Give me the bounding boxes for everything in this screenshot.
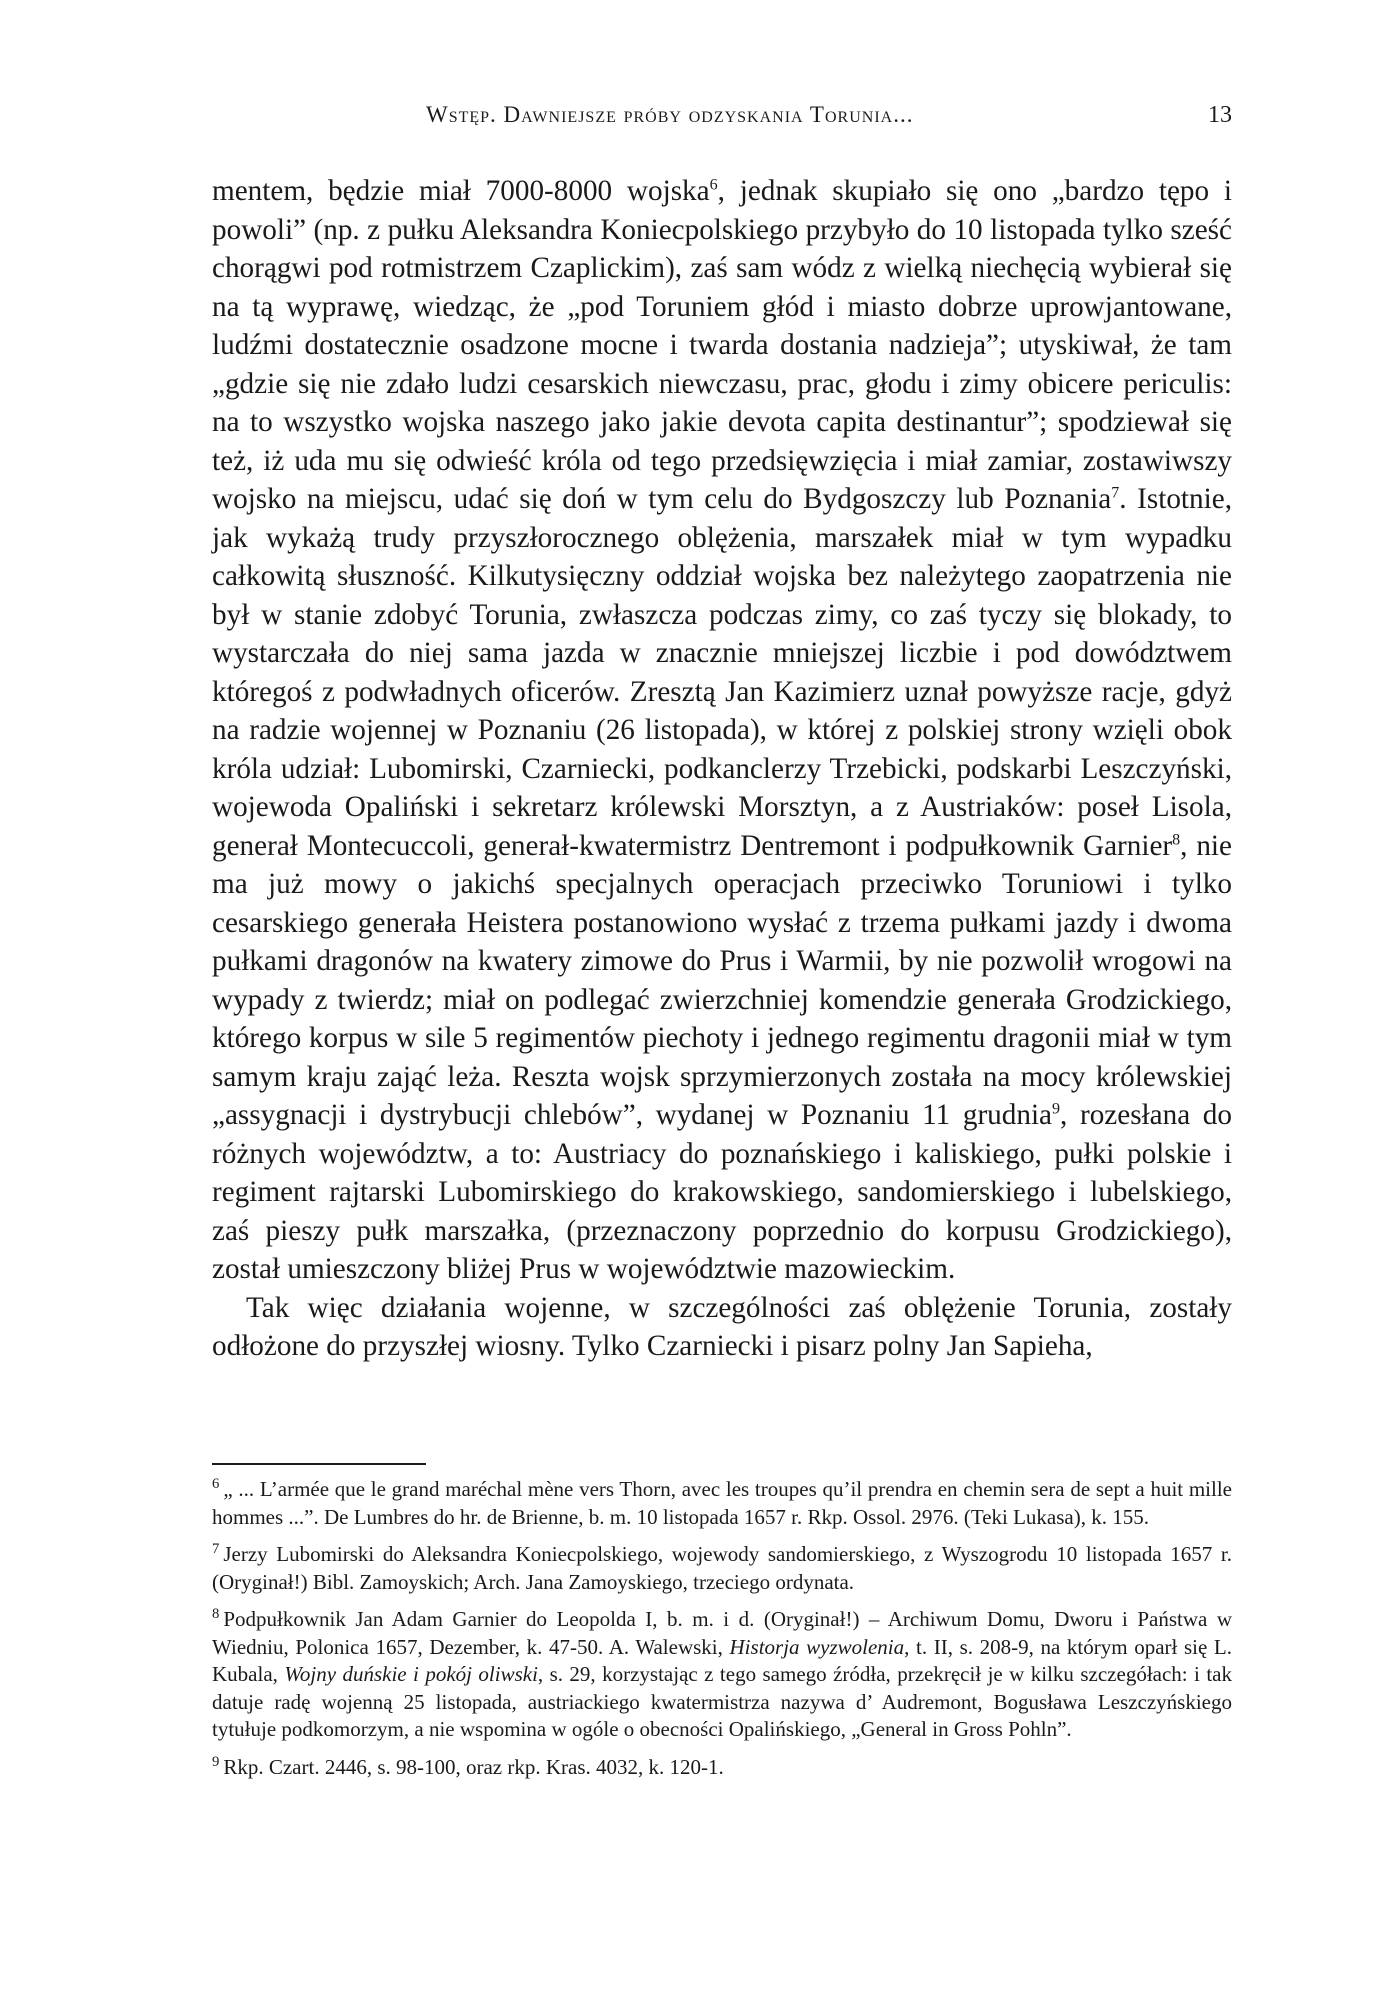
paragraph-1-part-5: , rozesłana do różnych województw, a to: Austriacy do poznańskiego i kaliskiego, pułki polskie i regiment rajtarski Lubomirskiego do krakowskiego, sandomierskiego i lubelskiego, zaś pieszy pułk marszałka, (przeznaczony poprzednio do korpusu Grodzickiego), został umieszczony bliżej Prus w województwie mazowieckim. xyxy=(212,1099,1232,1285)
footnote-9 xyxy=(212,1754,1232,1782)
footnote-mark: 7 xyxy=(212,1541,220,1557)
footnotes xyxy=(212,1476,1232,1791)
footnote-text-part-2: , t. II, s. 208-9, na którym oparł się L. Kubala, xyxy=(212,1634,1232,1686)
paragraph-2: Tak więc działania wojenne, w szczególności zaś oblężenie Torunia, zostały odłożone do przyszłej wiosny. Tylko Czarniecki i pisarz polny Jan Sapieha, xyxy=(212,1291,1232,1362)
footnote-divider xyxy=(212,1463,426,1465)
footnote-ref-8[interactable]: 8 xyxy=(1172,830,1181,848)
footnote-6 xyxy=(212,1476,1232,1531)
footnote-ref-9[interactable]: 9 xyxy=(1052,1100,1061,1118)
paragraph-1-part-1: mentem, będzie miał 7000-8000 wojska xyxy=(212,175,710,207)
footnote-7 xyxy=(212,1541,1232,1596)
footnote-mark: 8 xyxy=(212,1606,220,1622)
running-head-title: Wstęp. Dawniejsze próby odzyskania Torunia... xyxy=(426,102,914,127)
page-number: 13 xyxy=(1208,102,1232,128)
footnote-citation-title: Historja wyzwolenia xyxy=(729,1634,905,1659)
footnote-mark: 9 xyxy=(212,1753,220,1770)
paragraph-1 xyxy=(212,172,1232,1289)
paragraph-1-part-4: , nie ma już mowy o jakichś specjalnych operacjach przeciwko Toruniowi i tylko cesarskiego generała Heistera postanowiono wysłać z trzema pułkami jazdy i dwoma pułkami dragonów na kwatery zimowe do Prus i Warmii, by nie pozwolił wrogowi na wypady z twierdz; miał on podlegać zwierzchniej komendzie generała Grodzickiego, którego korpus w sile 5 regimentów piechoty i jednego regimentu dragonii miał w tym samym kraju zająć leża. Reszta wojsk sprzymierzonych została na mocy królewskiej „assygnacji i dystrybucji chlebów”, wydanej w Poznaniu 11 grudnia xyxy=(212,829,1232,1131)
footnote-text: Rkp. Czart. 2446, s. 98-100, oraz rkp. Kras. 4032, k. 120-1. xyxy=(223,1754,724,1779)
footnote-text-part-3: , s. 29, korzystając z tego samego źródła, przekręcił je w kilku szczegółach: i tak datuje radę wojenną 25 listopada, austriackiego kwatermistrza nazywa d’ Audremont, Bogusława Leszczyńskiego tytułuje podkomorzym, a nie wspomina w ogóle o obecności Opalińskiego, „General in Gross Pohln”. xyxy=(212,1662,1232,1741)
footnote-text-part-1: Podpułkownik Jan Adam Garnier do Leopolda I, b. m. i d. (Oryginał!) – Archiwum Domu, Dworu i Państwa w Wiedniu, Polonica 1657, Dezember, k. 47-50. A. Walewski, xyxy=(212,1607,1232,1659)
footnote-ref-7[interactable]: 7 xyxy=(1111,484,1120,502)
footnote-text: Jerzy Lubomirski do Aleksandra Koniecpolskiego, wojewody sandomierskiego, z Wyszogrodu 10 listopada 1657 r. (Oryginał!) Bibl. Zamoyskich; Arch. Jana Zamoyskiego, trzeciego ordynata. xyxy=(212,1542,1232,1594)
footnote-ref-6[interactable]: 6 xyxy=(709,176,718,194)
footnote-mark: 6 xyxy=(212,1476,220,1492)
paragraph-1-part-3: . Istotnie, jak wykażą trudy przyszłorocznego oblężenia, marszałek miał w tym wypadku całkowitą słuszność. Kilkutysięczny oddział wojska bez należytego zaopatrzenia nie był w stanie zdobyć Torunia, zwłaszcza podczas zimy, co zaś tyczy się blokady, to wystarczała do niej sama jazda w znacznie mniejszej liczbie i pod dowództwem któregoś z podwładnych oficerów. Zresztą Jan Kazimierz uznał powyższe racje, gdyż na radzie wojennej w Poznaniu (26 listopada), w której z polskiej strony wzięli obok króla udział: Lubomirski, Czarniecki, podkanclerzy Trzebicki, podskarbi Leszczyński, wojewoda Opaliński i sekretarz królewski Morsztyn, a z Austriaków: poseł Lisola, generał Montecuccoli, generał-kwatermistrz Dentremont i podpułkownik Garnier xyxy=(212,483,1232,862)
paragraph-1-part-2: , jednak skupiało się ono „bardzo tępo i powoli” (np. z pułku Aleksandra Koniecpolskiego przybyło do 10 listopada tylko sześć chorągwi pod rotmistrzem Czaplickim), zaś sam wódz z wielką niechęcią wybierał się na tą wyprawę, wiedząc, że „pod Toruniem głód i miasto dobrze uprowjantowane, ludźmi dostatecznie osadzone mocne i twarda dostania nadzieja”; utyskiwał, że tam „gdzie się nie zdało ludzi cesarskich niewczasu, prac, głodu i zimy obicere periculis: na to wszystko wojska naszego jako jakie devota capita destinantur”; spodziewał się też, iż uda mu się odwieść króla od tego przedsięwzięcia i miał zamiar, zostawiwszy wojsko na miejscu, udać się doń w tym celu do Bydgoszczy lub Poznania xyxy=(212,175,1232,515)
footnote-text: „ ... L’armée que le grand maréchal mène vers Thorn, avec les troupes qu’il prendra en chemin sera de sept a huit mille hommes ...”. De Lumbres do hr. de Brienne, b. m. 10 listopada 1657 r. Rkp. Ossol. 2976. (Teki Lukasa), k. 155. xyxy=(212,1477,1232,1529)
main-text xyxy=(212,172,1232,1366)
footnote-citation-title: Wojny duńskie i pokój oliwski xyxy=(284,1662,538,1686)
running-head xyxy=(214,102,1232,138)
footnote-8 xyxy=(212,1606,1232,1744)
